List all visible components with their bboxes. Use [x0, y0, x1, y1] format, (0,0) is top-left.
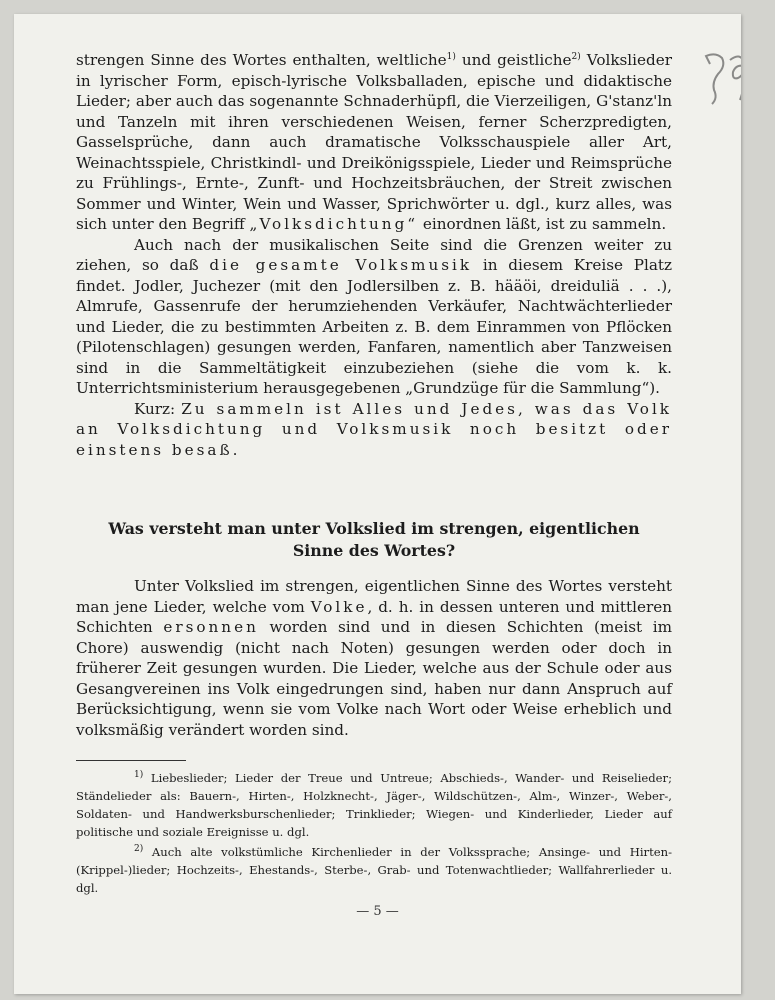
footnote-ref-2: 2)	[571, 51, 581, 62]
paragraph-summary: Kurz: Zu sammeln ist Alles und Jedes, was das Volk an Volksdichtung und Volksmusik noch besitzt oder einstens besaß.	[76, 399, 673, 459]
paragraph-scope-songs: strengen Sinne des Wortes enthalten, weltliche$^{1)}$ und geistliche$^{2)}$ Volkslieder in lyrischer Form, episch-lyrische Volksballaden, epische und didaktische Lieder; aber auch das sogenannte Schnaderhüpfl, die Vierzeiligen, G'stanz'ln und Tanzeln mit ihren verschiedenen Weisen, ferner Scherzpredigten, Gasselsprüche, dann auch dramatische Volksschauspiele aller Art, Weinachtsspiele, Christkindl- und Dreikönigsspiele, Lieder und Reimsprüche zu Frühlings-, Ernte-, Zunft- und Hochzeitsbräuchen, der Streit zwischen Sommer und Winter, Wein und Wasser, Sprichwörter u. dgl., kurz alles, was sich unter den Begriff „Volksdichtung“ einordnen läßt, ist zu sammeln.	[76, 51, 672, 233]
document-page	[14, 14, 741, 994]
paragraph-definition: Unter Volkslied im strengen, eigentlichen Sinne des Wortes versteht man jene Lieder, welche vom Volke, d. h. in dessen unteren und mittleren Schichten ersonnen worden sind und in diesen Schichten (meist im Chore) auswendig (nicht nach Noten) gesungen werden oder doch in früherer Zeit gesungen wurden. Die Lieder, welche aus der Schule oder aus Gesangvereinen ins Volk eingedrungen sind, haben nur dann Anspruch auf Berücksichtigung, wenn sie vom Volke nach Wort oder Weise erheblich und volksmäßig verändert worden sind.	[76, 577, 672, 739]
text-column	[76, 50, 672, 897]
section-heading: Was versteht man unter Volkslied im strengen, eigentlichen Sinne des Wortes?	[108, 519, 640, 560]
footnote-ref-1: 1)	[446, 51, 456, 62]
footnote-divider	[76, 760, 186, 761]
footnote-2: $^{2)}$ Auch alte volkstümliche Kirchenlieder in der Volkssprache; Ansinge- und Hirten-(Krippel-)lieder; Hochzeits-, Ehestands-, Sterbe-, Grab- und Totenwachtlieder; Wallfahrerlieder u. dgl.	[76, 844, 672, 895]
pencil-annotation	[700, 44, 741, 114]
spaced-summary: Zu sammeln ist Alles und Jedes, was das Volk an Volksdichtung und Volksmusik noch besitzt oder einstens besaß.	[76, 399, 673, 459]
spaced-term-volke: Volke	[310, 597, 368, 616]
page-number: — 5 —	[356, 904, 399, 919]
footnote-1: $^{1)}$ Liebeslieder; Lieder der Treue und Untreue; Abschieds-, Wander- und Reiselieder; Ständelieder als: Bauern-, Hirten-, Holzknecht-, Jäger-, Wildschützen-, Alm-, Winzer-, Weber-, Soldaten- und Handwerksburschenlieder; Trinklieder; Wiegen- und Kinderlieder, Lieder auf politische und soziale Ereignisse u. dgl.	[76, 770, 672, 839]
spaced-term-ersonnen: ersonnen	[163, 618, 259, 636]
spaced-term-volksmusik: die gesamte Volksmusik	[209, 256, 473, 274]
paragraph-scope-music: Auch nach der musikalischen Seite sind die Grenzen weiter zu ziehen, so daß die gesamte Volksmusik in diesem Kreise Platz findet. Jodler, Juchezer (mit den Jodlersilben z. B. hääöi, dreiduliä . . .), Almrufe, Gassenrufe der herumziehenden Verkäufer, Nachtwächterlieder und Lieder, die zu bestimmten Arbeiten z. B. dem Einrammen von Pflöcken (Pilotenschlagen) gesungen werden, Fanfaren, namentlich aber Tanzweisen sind in die Sammeltätigkeit einzubeziehen (siehe die vom k. k. Unterrichtsministerium herausgegebenen „Grundzüge für die Sammlung“).	[76, 235, 672, 397]
spaced-term-volksdichtung: „Volksdichtung“	[249, 215, 419, 233]
